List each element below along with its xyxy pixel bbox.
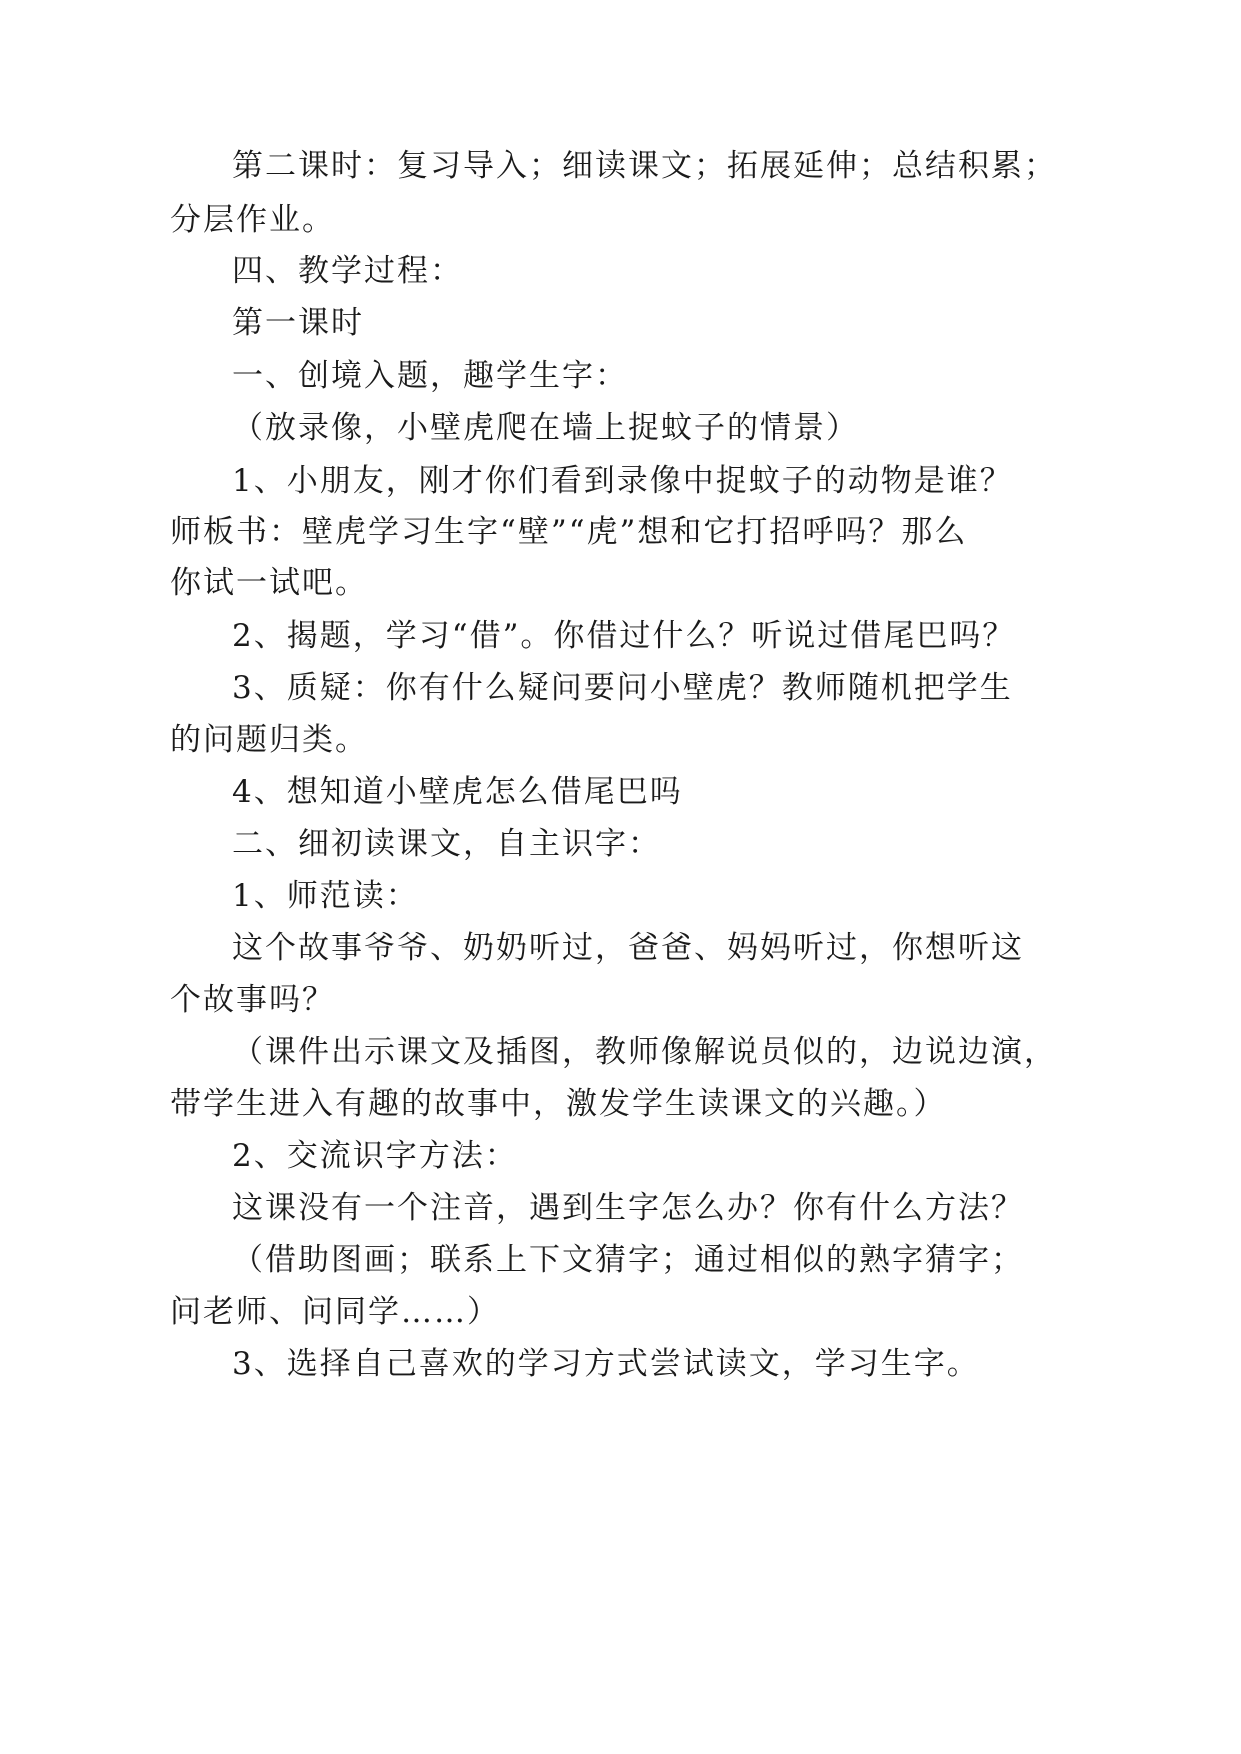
text-line: 这课没有一个注音，遇到生字怎么办？你有什么方法？ xyxy=(232,1190,1024,1226)
text-line: （放录像，小壁虎爬在墙上捉蚊子的情景） xyxy=(232,410,859,446)
text-line: 二、细初读课文，自主识字： xyxy=(232,826,661,862)
text-line: （借助图画；联系上下文猜字；通过相似的熟字猜字； xyxy=(232,1242,1024,1278)
text-line: 1、师范读： xyxy=(232,878,419,914)
text-line: 第二课时：复习导入；细读课文；拓展延伸；总结积累； xyxy=(232,148,1057,184)
text-line: 四、教学过程： xyxy=(232,253,463,289)
text-line: 3、选择自己喜欢的学习方式尝试读文，学习生字。 xyxy=(232,1346,980,1382)
text-line: 3、质疑：你有什么疑问要问小壁虎？教师随机把学生 xyxy=(232,670,1013,706)
text-line: 4、想知道小壁虎怎么借尾巴吗 xyxy=(232,774,683,810)
text-line: 个故事吗？ xyxy=(170,982,335,1018)
text-line: 的问题归类。 xyxy=(170,722,368,758)
text-line: 问老师、问同学……） xyxy=(170,1294,500,1330)
text-line: （课件出示课文及插图，教师像解说员似的，边说边演， xyxy=(232,1034,1057,1070)
text-line: 1、小朋友，刚才你们看到录像中捉蚊子的动物是谁？ xyxy=(232,463,1013,499)
text-line: 2、交流识字方法： xyxy=(232,1138,518,1174)
text-line: 一、创境入题，趣学生字： xyxy=(232,358,628,394)
text-line: 分层作业。 xyxy=(170,202,335,238)
text-line: 带学生进入有趣的故事中，激发学生读课文的兴趣。） xyxy=(170,1086,947,1122)
text-line: 这个故事爷爷、奶奶听过，爸爸、妈妈听过，你想听这 xyxy=(232,930,1024,966)
text-line: 师板书：壁虎学习生字“壁”“虎”想和它打招呼吗？那么 xyxy=(170,514,968,550)
text-line: 你试一试吧。 xyxy=(170,565,368,601)
text-line: 第一课时 xyxy=(232,305,364,341)
text-line: 2、揭题，学习“借”。你借过什么？听说过借尾巴吗？ xyxy=(232,618,1016,654)
